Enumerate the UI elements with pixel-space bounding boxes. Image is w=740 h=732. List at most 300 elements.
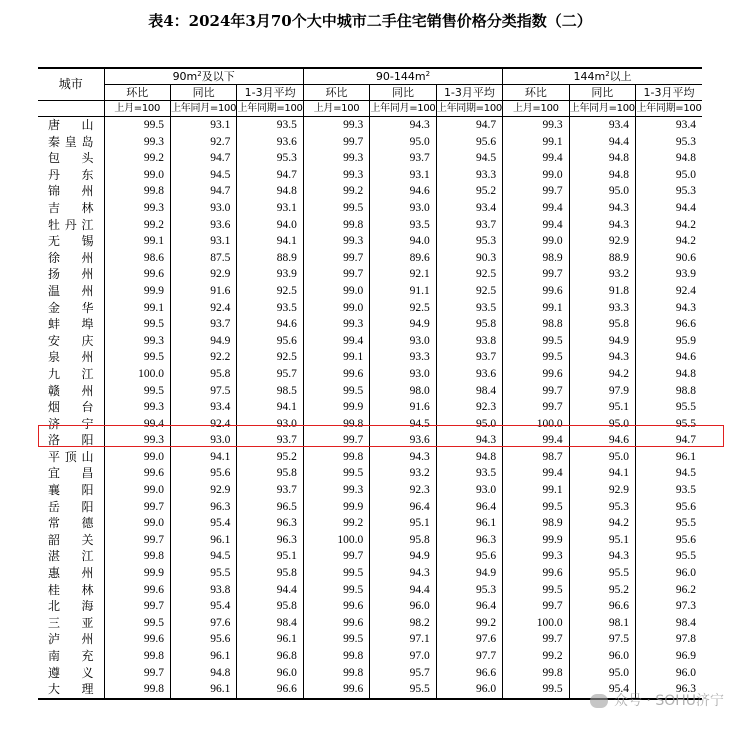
value-cell: 96.0 (370, 598, 436, 615)
value-cell: 95.1 (370, 515, 436, 532)
value-cell: 94.1 (237, 233, 303, 250)
value-cell: 97.0 (370, 648, 436, 665)
table-row (38, 134, 702, 151)
value-cell: 94.2 (636, 233, 702, 250)
value-cell: 96.3 (436, 532, 502, 549)
value-cell: 87.5 (170, 250, 236, 267)
value-cell: 99.7 (303, 548, 369, 565)
sub-header-mom: 环比 (503, 85, 569, 101)
value-cell: 93.8 (170, 582, 236, 599)
sub-header-avg: 1-3月平均 (636, 85, 702, 101)
city-cell: 常德 (38, 515, 104, 532)
value-cell: 99.0 (303, 283, 369, 300)
value-cell: 99.0 (503, 167, 569, 184)
city-cell: 徐州 (38, 250, 104, 267)
value-cell: 94.4 (237, 582, 303, 599)
value-cell: 94.4 (636, 200, 702, 217)
value-cell: 94.8 (636, 150, 702, 167)
value-cell: 94.8 (636, 366, 702, 383)
value-cell: 96.9 (636, 648, 702, 665)
table-row (38, 598, 702, 615)
price-index-table (38, 67, 702, 700)
value-cell: 99.5 (303, 565, 369, 582)
table-row (38, 548, 702, 565)
value-cell: 93.7 (436, 349, 502, 366)
value-cell: 95.0 (569, 183, 635, 200)
value-cell: 98.0 (370, 383, 436, 400)
value-cell: 95.5 (636, 515, 702, 532)
value-cell: 99.7 (104, 665, 170, 682)
watermark-text: 众号 · SOHU济宁 (613, 693, 724, 709)
city-cell: 安庆 (38, 333, 104, 350)
value-cell: 99.5 (104, 383, 170, 400)
value-cell: 95.8 (237, 465, 303, 482)
table-row (38, 366, 702, 383)
value-cell: 99.3 (104, 333, 170, 350)
value-cell: 95.0 (370, 134, 436, 151)
value-cell: 99.2 (104, 217, 170, 234)
table-row (38, 117, 702, 134)
value-cell: 93.0 (436, 482, 502, 499)
value-cell: 99.6 (104, 582, 170, 599)
table-row (38, 399, 702, 416)
value-cell: 94.6 (370, 183, 436, 200)
value-cell: 95.5 (569, 565, 635, 582)
value-cell: 95.8 (436, 316, 502, 333)
value-cell: 95.5 (170, 565, 236, 582)
value-cell: 94.8 (436, 449, 502, 466)
value-cell: 99.3 (503, 548, 569, 565)
value-cell: 93.0 (370, 333, 436, 350)
value-cell: 93.0 (237, 416, 303, 433)
table-row (38, 432, 702, 449)
value-cell: 99.1 (104, 300, 170, 317)
value-cell: 95.3 (569, 499, 635, 516)
value-cell: 95.3 (436, 233, 502, 250)
city-cell: 襄阳 (38, 482, 104, 499)
value-cell: 95.1 (237, 548, 303, 565)
value-cell: 94.9 (569, 333, 635, 350)
value-cell: 99.5 (503, 582, 569, 599)
value-cell: 99.0 (503, 233, 569, 250)
value-cell: 97.9 (569, 383, 635, 400)
value-cell: 94.3 (569, 349, 635, 366)
value-cell: 98.2 (370, 615, 436, 632)
value-cell: 95.2 (436, 183, 502, 200)
value-cell: 92.4 (636, 283, 702, 300)
value-cell: 94.6 (237, 316, 303, 333)
value-cell: 99.7 (503, 383, 569, 400)
value-cell: 93.2 (370, 465, 436, 482)
value-cell: 98.8 (636, 383, 702, 400)
table-row (38, 565, 702, 582)
city-cell: 温州 (38, 283, 104, 300)
value-cell: 96.6 (436, 665, 502, 682)
value-cell: 94.5 (370, 416, 436, 433)
value-cell: 99.6 (104, 631, 170, 648)
value-cell: 99.4 (104, 416, 170, 433)
value-cell: 95.8 (370, 532, 436, 549)
value-cell: 92.2 (170, 349, 236, 366)
city-cell: 吉林 (38, 200, 104, 217)
table-row (38, 631, 702, 648)
value-cell: 96.1 (237, 631, 303, 648)
value-cell: 94.9 (370, 548, 436, 565)
value-cell: 98.4 (636, 615, 702, 632)
value-cell: 96.4 (370, 499, 436, 516)
value-cell: 94.3 (370, 117, 436, 134)
value-cell: 89.6 (370, 250, 436, 267)
value-cell: 99.3 (104, 432, 170, 449)
value-cell: 99.8 (303, 416, 369, 433)
value-cell: 99.5 (104, 117, 170, 134)
table-row (38, 499, 702, 516)
value-cell: 96.0 (237, 665, 303, 682)
table-row (38, 316, 702, 333)
value-cell: 99.7 (503, 598, 569, 615)
base-label: 上年同期=100 (436, 101, 502, 117)
value-cell: 91.6 (370, 399, 436, 416)
value-cell: 100.0 (303, 532, 369, 549)
value-cell: 99.1 (503, 482, 569, 499)
value-cell: 96.0 (636, 565, 702, 582)
value-cell: 94.8 (237, 183, 303, 200)
value-cell: 94.7 (436, 117, 502, 134)
value-cell: 99.3 (104, 134, 170, 151)
value-cell: 94.8 (569, 167, 635, 184)
value-cell: 95.1 (569, 532, 635, 549)
value-cell: 96.1 (436, 515, 502, 532)
table-row (38, 333, 702, 350)
value-cell: 95.0 (569, 416, 635, 433)
page-title: 表4：2024年3月70个大中城市二手住宅销售价格分类指数（二） (148, 12, 592, 30)
value-cell: 99.4 (503, 200, 569, 217)
value-cell: 95.8 (237, 598, 303, 615)
value-cell: 96.1 (170, 648, 236, 665)
city-cell: 惠州 (38, 565, 104, 582)
table-body (38, 117, 702, 699)
city-cell: 岳阳 (38, 499, 104, 516)
value-cell: 99.5 (303, 465, 369, 482)
value-cell: 99.2 (303, 183, 369, 200)
value-cell: 94.9 (370, 316, 436, 333)
city-cell: 丹东 (38, 167, 104, 184)
value-cell: 99.6 (503, 565, 569, 582)
table-row (38, 266, 702, 283)
value-cell: 96.1 (170, 681, 236, 699)
value-cell: 99.0 (104, 515, 170, 532)
value-cell: 99.8 (503, 665, 569, 682)
value-cell: 94.2 (636, 217, 702, 234)
value-cell: 92.9 (569, 233, 635, 250)
value-cell: 91.1 (370, 283, 436, 300)
value-cell: 99.6 (503, 366, 569, 383)
city-header-blank (38, 101, 104, 117)
value-cell: 94.5 (170, 167, 236, 184)
value-cell: 95.6 (170, 465, 236, 482)
table-row (38, 383, 702, 400)
value-cell: 96.3 (636, 681, 702, 699)
value-cell: 99.7 (104, 499, 170, 516)
value-cell: 94.9 (170, 333, 236, 350)
table-row (38, 250, 702, 267)
group-header-large: $144m^2$以上 (503, 68, 702, 85)
value-cell: 100.0 (104, 366, 170, 383)
value-cell: 99.7 (303, 266, 369, 283)
value-cell: 99.4 (503, 432, 569, 449)
value-cell: 99.0 (104, 482, 170, 499)
value-cell: 91.8 (569, 283, 635, 300)
value-cell: 93.0 (170, 200, 236, 217)
value-cell: 95.3 (237, 150, 303, 167)
value-cell: 90.3 (436, 250, 502, 267)
value-cell: 98.9 (503, 250, 569, 267)
value-cell: 95.2 (237, 449, 303, 466)
value-cell: 99.2 (303, 515, 369, 532)
value-cell: 95.6 (636, 532, 702, 549)
city-cell: 遵义 (38, 665, 104, 682)
value-cell: 94.1 (170, 449, 236, 466)
value-cell: 99.7 (303, 250, 369, 267)
city-cell: 湛江 (38, 548, 104, 565)
value-cell: 93.4 (436, 200, 502, 217)
value-cell: 95.8 (237, 565, 303, 582)
value-cell: 94.3 (636, 300, 702, 317)
value-cell: 96.3 (237, 532, 303, 549)
value-cell: 95.7 (237, 366, 303, 383)
value-cell: 99.3 (303, 117, 369, 134)
value-cell: 96.0 (436, 681, 502, 699)
value-cell: 93.0 (370, 366, 436, 383)
value-cell: 95.0 (636, 167, 702, 184)
sub-header-mom: 环比 (104, 85, 170, 101)
value-cell: 99.9 (303, 499, 369, 516)
value-cell: 94.7 (170, 150, 236, 167)
value-cell: 96.0 (569, 648, 635, 665)
value-cell: 93.1 (170, 233, 236, 250)
value-cell: 94.8 (569, 150, 635, 167)
value-cell: 96.0 (636, 665, 702, 682)
value-cell: 95.5 (636, 548, 702, 565)
base-label: 上月=100 (104, 101, 170, 117)
value-cell: 92.5 (436, 283, 502, 300)
value-cell: 96.3 (170, 499, 236, 516)
city-cell: 济宁 (38, 416, 104, 433)
value-cell: 95.3 (636, 183, 702, 200)
city-cell: 锦州 (38, 183, 104, 200)
value-cell: 98.1 (569, 615, 635, 632)
value-cell: 94.3 (569, 200, 635, 217)
value-cell: 94.0 (237, 217, 303, 234)
value-cell: 93.5 (237, 117, 303, 134)
value-cell: 100.0 (503, 416, 569, 433)
table-row (38, 648, 702, 665)
city-cell: 南充 (38, 648, 104, 665)
value-cell: 99.7 (503, 631, 569, 648)
value-cell: 96.6 (636, 316, 702, 333)
value-cell: 93.1 (370, 167, 436, 184)
table-row (38, 532, 702, 549)
city-cell: 包头 (38, 150, 104, 167)
city-cell: 烟台 (38, 399, 104, 416)
value-cell: 99.3 (503, 117, 569, 134)
value-cell: 92.5 (237, 349, 303, 366)
value-cell: 95.6 (436, 134, 502, 151)
value-cell: 99.3 (104, 200, 170, 217)
value-cell: 99.5 (104, 316, 170, 333)
value-cell: 99.1 (503, 300, 569, 317)
value-cell: 95.7 (370, 665, 436, 682)
value-cell: 98.5 (237, 383, 303, 400)
value-cell: 93.6 (237, 134, 303, 151)
value-cell: 99.6 (303, 615, 369, 632)
value-cell: 93.5 (370, 217, 436, 234)
value-cell: 99.8 (104, 681, 170, 699)
value-cell: 99.4 (503, 217, 569, 234)
value-cell: 97.6 (170, 615, 236, 632)
value-cell: 94.5 (636, 465, 702, 482)
value-cell: 99.5 (104, 349, 170, 366)
value-cell: 92.3 (370, 482, 436, 499)
table-row (38, 665, 702, 682)
wechat-icon (590, 694, 608, 708)
base-label: 上月=100 (503, 101, 569, 117)
value-cell: 97.1 (370, 631, 436, 648)
value-cell: 98.4 (237, 615, 303, 632)
value-cell: 93.0 (170, 432, 236, 449)
city-cell: 桂林 (38, 582, 104, 599)
value-cell: 98.7 (503, 449, 569, 466)
city-cell: 三亚 (38, 615, 104, 632)
value-cell: 99.6 (503, 283, 569, 300)
value-cell: 99.6 (303, 681, 369, 699)
sub-header-mom: 环比 (303, 85, 369, 101)
value-cell: 99.1 (104, 233, 170, 250)
city-column-header: 城市 (38, 68, 104, 101)
table-row (38, 465, 702, 482)
value-cell: 94.6 (569, 432, 635, 449)
value-cell: 99.0 (104, 167, 170, 184)
city-cell: 洛阳 (38, 432, 104, 449)
value-cell: 96.6 (237, 681, 303, 699)
value-cell: 97.5 (170, 383, 236, 400)
value-cell: 95.4 (170, 598, 236, 615)
value-cell: 93.2 (569, 266, 635, 283)
city-cell: 韶关 (38, 532, 104, 549)
value-cell: 97.3 (636, 598, 702, 615)
value-cell: 95.6 (636, 499, 702, 516)
sub-header-yoy: 同比 (370, 85, 436, 101)
value-cell: 98.6 (104, 250, 170, 267)
value-cell: 95.1 (569, 399, 635, 416)
value-cell: 93.4 (170, 399, 236, 416)
value-cell: 93.5 (436, 300, 502, 317)
value-cell: 99.5 (303, 582, 369, 599)
value-cell: 99.7 (303, 432, 369, 449)
value-cell: 93.4 (569, 117, 635, 134)
value-cell: 93.3 (569, 300, 635, 317)
city-cell: 唐山 (38, 117, 104, 134)
value-cell: 92.4 (170, 300, 236, 317)
value-cell: 94.5 (436, 150, 502, 167)
value-cell: 99.7 (104, 532, 170, 549)
table-row (38, 150, 702, 167)
value-cell: 94.2 (569, 515, 635, 532)
value-cell: 93.4 (636, 117, 702, 134)
value-cell: 93.1 (170, 117, 236, 134)
value-cell: 95.4 (569, 681, 635, 699)
table-row (38, 200, 702, 217)
value-cell: 93.7 (370, 150, 436, 167)
value-cell: 95.5 (636, 399, 702, 416)
value-cell: 99.3 (303, 167, 369, 184)
value-cell: 92.4 (170, 416, 236, 433)
value-cell: 99.3 (303, 233, 369, 250)
value-cell: 99.3 (303, 150, 369, 167)
value-cell: 94.2 (569, 366, 635, 383)
value-cell: 99.5 (503, 333, 569, 350)
value-cell: 99.0 (303, 300, 369, 317)
value-cell: 88.9 (569, 250, 635, 267)
value-cell: 95.5 (636, 416, 702, 433)
city-cell: 泉州 (38, 349, 104, 366)
value-cell: 90.6 (636, 250, 702, 267)
value-cell: 96.8 (237, 648, 303, 665)
value-cell: 92.7 (170, 134, 236, 151)
city-cell: 宜昌 (38, 465, 104, 482)
value-cell: 99.5 (503, 681, 569, 699)
sub-header-yoy: 同比 (170, 85, 236, 101)
value-cell: 91.6 (170, 283, 236, 300)
table-row (38, 183, 702, 200)
value-cell: 99.8 (303, 665, 369, 682)
value-cell: 94.6 (636, 349, 702, 366)
value-cell: 96.6 (569, 598, 635, 615)
value-cell: 99.3 (303, 316, 369, 333)
value-cell: 94.3 (370, 565, 436, 582)
value-cell: 93.9 (636, 266, 702, 283)
table-row (38, 582, 702, 599)
value-cell: 98.4 (436, 383, 502, 400)
value-cell: 93.5 (636, 482, 702, 499)
table-header (38, 68, 702, 117)
base-label: 上月=100 (303, 101, 369, 117)
table-row (38, 283, 702, 300)
value-cell: 92.5 (237, 283, 303, 300)
value-cell: 93.6 (436, 366, 502, 383)
value-cell: 99.3 (104, 399, 170, 416)
table-row (38, 449, 702, 466)
value-cell: 100.0 (503, 615, 569, 632)
value-cell: 99.8 (104, 648, 170, 665)
value-cell: 93.3 (370, 349, 436, 366)
value-cell: 94.4 (370, 582, 436, 599)
value-cell: 94.5 (170, 548, 236, 565)
value-cell: 95.6 (436, 548, 502, 565)
value-cell: 99.5 (303, 631, 369, 648)
city-cell: 北海 (38, 598, 104, 615)
value-cell: 92.3 (436, 399, 502, 416)
table-row (38, 416, 702, 433)
table-row (38, 217, 702, 234)
group-header-small: $90m^2$及以下 (104, 68, 303, 85)
value-cell: 93.7 (237, 482, 303, 499)
value-cell: 95.5 (370, 681, 436, 699)
watermark (590, 690, 724, 710)
value-cell: 94.9 (436, 565, 502, 582)
table-row (38, 515, 702, 532)
value-cell: 95.3 (636, 134, 702, 151)
